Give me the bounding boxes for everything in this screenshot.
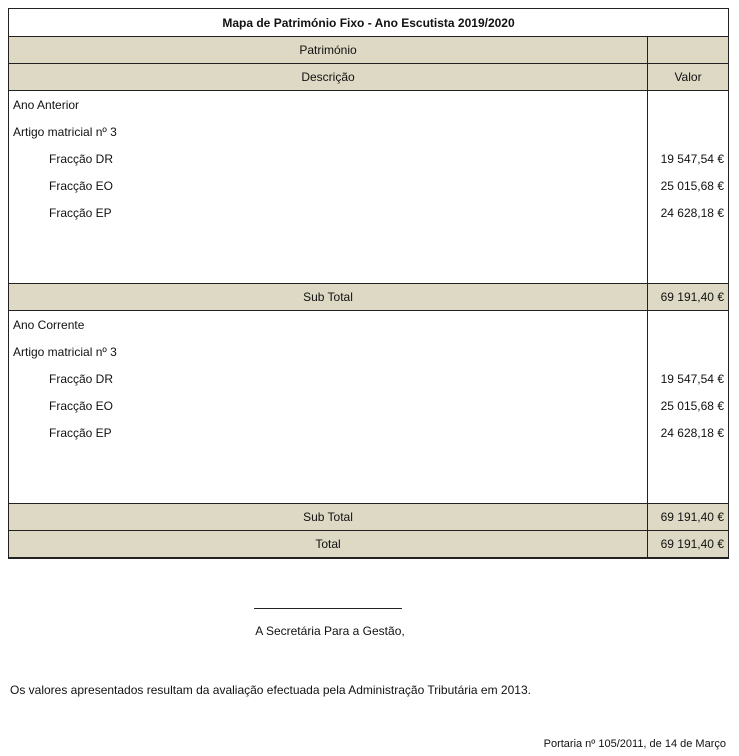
fraction-description: Fracção EO [9, 172, 648, 199]
previous-article-label: Artigo matricial nº 3 [9, 118, 648, 145]
subtotal-label: Sub Total [9, 504, 648, 531]
spacer-row [9, 446, 729, 504]
fraction-value: 24 628,18 € [648, 419, 729, 446]
fraction-value: 25 015,68 € [648, 172, 729, 199]
fraction-description: Fracção DR [9, 145, 648, 172]
previous-year-label: Ano Anterior [9, 91, 648, 119]
empty-cell [648, 118, 729, 145]
fraction-description: Fracção EP [9, 199, 648, 226]
table-title: Mapa de Património Fixo - Ano Escutista 2019/2020 [9, 9, 729, 37]
current-subtotal-row [9, 504, 729, 531]
table-row [9, 392, 729, 419]
section-header: Património [9, 37, 648, 64]
legal-reference-footer: Portaria nº 105/2011, de 14 de Março [543, 738, 726, 750]
valuation-note: Os valores apresentados resultam da avaliação efectuada pela Administração Tributária em 2013. [10, 683, 531, 697]
section-header-row [9, 37, 729, 64]
spacer-row [9, 226, 729, 284]
column-header-description: Descrição [9, 64, 648, 91]
patrimony-table-container [8, 8, 728, 559]
subtotal-label: Sub Total [9, 284, 648, 311]
total-value: 69 191,40 € [648, 531, 729, 559]
empty-cell [9, 226, 648, 284]
fraction-description: Fracção EO [9, 392, 648, 419]
fraction-value: 24 628,18 € [648, 199, 729, 226]
empty-cell [648, 226, 729, 284]
column-header-row [9, 64, 729, 91]
empty-cell [648, 311, 729, 339]
patrimony-table [8, 8, 729, 559]
subtotal-value: 69 191,40 € [648, 284, 729, 311]
empty-cell [648, 91, 729, 119]
column-header-value: Valor [648, 64, 729, 91]
table-row [9, 365, 729, 392]
empty-cell [9, 446, 648, 504]
current-article-row [9, 338, 729, 365]
total-row [9, 531, 729, 559]
total-label: Total [9, 531, 648, 559]
current-year-row [9, 311, 729, 339]
table-row [9, 199, 729, 226]
current-year-label: Ano Corrente [9, 311, 648, 339]
fraction-value: 25 015,68 € [648, 392, 729, 419]
current-article-label: Artigo matricial nº 3 [9, 338, 648, 365]
section-header-empty [648, 37, 729, 64]
empty-cell [648, 446, 729, 504]
subtotal-value: 69 191,40 € [648, 504, 729, 531]
signature-line [254, 608, 402, 609]
signer-title: A Secretária Para a Gestão, [255, 624, 405, 638]
fraction-value: 19 547,54 € [648, 145, 729, 172]
table-row [9, 145, 729, 172]
empty-cell [648, 338, 729, 365]
previous-subtotal-row [9, 284, 729, 311]
table-row [9, 172, 729, 199]
previous-year-row [9, 91, 729, 119]
previous-article-row [9, 118, 729, 145]
fraction-description: Fracção DR [9, 365, 648, 392]
fraction-value: 19 547,54 € [648, 365, 729, 392]
title-row [9, 9, 729, 37]
table-row [9, 419, 729, 446]
fraction-description: Fracção EP [9, 419, 648, 446]
